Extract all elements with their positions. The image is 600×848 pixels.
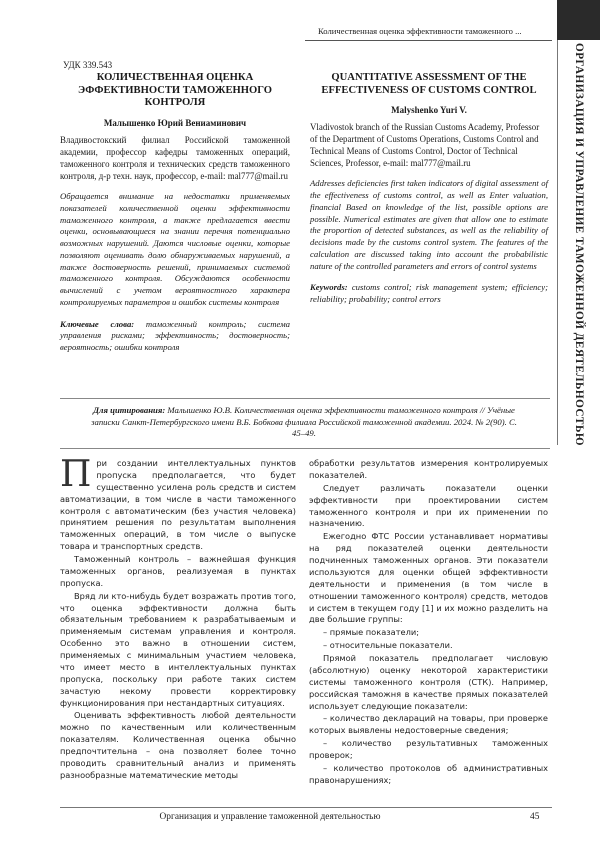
body-paragraph: Ежегодно ФТС России устанавливает нормативы на ряд показателей оценки деятельности подчиненных таможенных органов. Эти показатели используются для оценки общей эффективности деятельности и применения (в том числе в отношении таможенного контроля) средств, методов и систем в текущем году [1] и их можно разделить на две большие группы: — [309, 531, 548, 625]
keywords-label-en: Keywords: — [310, 282, 348, 293]
keywords-label-ru: Ключевые слова: — [60, 318, 135, 329]
list-item: – прямые показатели; — [323, 627, 419, 638]
article-title-ru: КОЛИЧЕСТВЕННАЯ ОЦЕНКА ЭФФЕКТИВНОСТИ ТАМОЖЕННОГО КОНТРОЛЯ — [78, 72, 272, 109]
body-column-right — [309, 458, 548, 788]
keywords-text-en: customs control; risk management system; efficiency; reliability; probability; control errors — [310, 282, 548, 305]
affiliation-ru: Владивостокский филиал Российской таможенной академии, профессор кафедры таможенных операций, таможенного контроля и технических средств таможенного контроля, д-р техн. наук, профессор, e-mail: mal777@mail.ru — [60, 135, 290, 182]
citation-bottom-rule — [60, 448, 550, 449]
body-paragraph: Таможенный контроль – важнейшая функция таможенных органов, реализуемая в пунктах пропуска. — [60, 554, 296, 588]
citation-text: Малышенко Ю.В. Количественная оценка эффективности таможенного контроля // Учёные записки Санкт-Петербургского имени В.Б. Бобкова филиала Российской таможенной академии. 2024. № 2(90). С. 45–49. — [91, 405, 517, 439]
body-paragraph: Прямой показатель предполагает числовую (абсолютную) оценку некоторой характеристики системы таможенного контроля (СТК). Например, российская таможня в качестве прямых показателей использует следующие показатели: — [309, 653, 548, 711]
list-item: – относительные показатели. — [323, 640, 453, 651]
keywords-en — [310, 282, 548, 305]
journal-section-footer: Организация и управление таможенной деятельностью — [159, 812, 381, 822]
keywords-ru — [60, 319, 290, 354]
author-name-en: Malyshenko Yuri V. — [391, 105, 467, 116]
body-paragraph: Следует различать показатели оценки эффективности при проектировании систем таможенного контроля и при их применении по назначению. — [309, 482, 548, 529]
list-item: – количество протоколов об административных правонарушениях; — [309, 762, 548, 785]
article-title-en: QUANTITATIVE ASSESSMENT OF THE EFFECTIVENESS OF CUSTOMS CONTROL — [321, 72, 537, 96]
citation-top-rule — [60, 398, 550, 399]
section-tab-marker — [557, 0, 600, 40]
body-paragraph-text: ри создании интеллектуальных пунктов пропуска предполагается, что будет существенно усилена роль средств и систем автоматизации, в том числе в части таможенного контроля с автоматическим (без участия человека) принятием решения по результатам выполнения таможенных операций, в том числе о выпуске товара и транспортных средств. — [60, 458, 296, 552]
body-paragraph: Вряд ли кто-нибудь будет возражать против того, что оценка эффективности должна быть обязательным требованием к разрабатываемым и применяемым системам управления и контроля. Особенно это важно в отношении систем, применяемых с минимальным участием человека, что имеет место в интеллектуальных пунктах пропуска, поскольку при работе таких систем зачастую некому провести корректировку функционирования при нестандартных ситуациях. — [60, 590, 296, 708]
footer-rule — [60, 807, 552, 808]
affiliation-en: Vladivostok branch of the Russian Customs Academy, Professor of the Department of Customs Operations, Customs Control and Technical Means of Customs Control, Doctor of Technical Sciences, Professor, e-mail: mal777@mail.ru — [310, 122, 540, 169]
body-paragraph — [60, 454, 296, 553]
header-rule — [305, 40, 552, 41]
side-rule — [557, 40, 558, 445]
russian-column — [60, 72, 290, 354]
page-number: 45 — [530, 812, 540, 822]
body-paragraph: Оценивать эффективность любой деятельности можно по качественным или количественным показателям. Количественная оценка обычно предпочтительна – она позволяет более точно проводить сравнительный анализ и применять разнообразные математические методы — [60, 710, 296, 780]
body-column-left — [60, 454, 296, 783]
keywords-text-ru: таможенный контроль; система управления рисками; эффективность; достоверность; вероятность; ошибки контроля — [60, 318, 291, 352]
section-side-label-text: ОРГАНИЗАЦИЯ И УПРАВЛЕНИЕ ТАМОЖЕННОЙ ДЕЯТЕЛЬНОСТЬЮ — [573, 42, 585, 446]
abstract-en: Addresses deficiencies first taken indicators of digital assessment of the effectiveness of customs control, as well as Enter valuation, financial Based on knowledge of the list, possible options are possible. Numerical estimates are given that allow one to estimate the proportion of detected substances, as well as the reliability of decisions made by the customs control system. The features of the calculation are discussed taking into account the probabilistic nature of the controlled parameters and errors of control systems — [310, 178, 548, 271]
section-side-label — [560, 44, 598, 444]
abstract-ru: Обращается внимание на недостатки применяемых показателей количественной оценки эффективности таможенного контроля, а также предлагается ввести оценки, основывающиеся на знании перечня потенциально возможных нарушений. Даются числовые оценки, которые позволяют оценивать долю обнаруживаемых нарушений, а также достоверность решений, принимаемых системой таможенного контроля. Обсуждаются особенности вычислений с учетом вероятностного характера контролируемых параметров и ошибок системы контроля — [60, 191, 290, 307]
udk-code: УДК 339.543 — [63, 60, 113, 70]
citation-label: Для цитирования: — [93, 405, 166, 415]
list-item: – количество деклараций на товары, при проверке которых выявлены недостоверные сведения; — [309, 713, 548, 736]
list-item: – количество результативных таможенных проверок; — [309, 738, 548, 760]
body-paragraph: обработки результатов измерения контролируемых показателей. — [309, 458, 548, 480]
running-title: Количественная оценка эффективности таможенного ... — [318, 26, 522, 36]
drop-cap: П — [60, 454, 92, 495]
english-column — [310, 72, 548, 306]
author-name-ru: Малышенко Юрий Вениаминович — [103, 118, 247, 129]
citation-block — [84, 405, 524, 440]
